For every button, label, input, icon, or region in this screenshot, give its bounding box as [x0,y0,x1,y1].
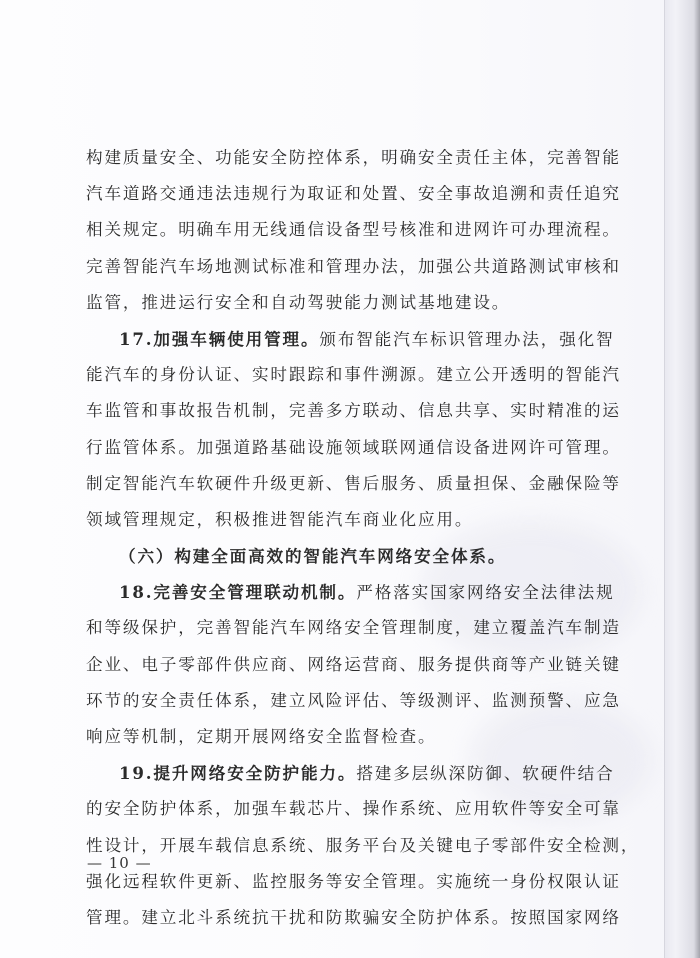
text-line: 行监管体系。加强道路基础设施领域联网通信设备进网许可管理。 [86,437,621,457]
item-title: 加强车辆使用管理。 [153,328,320,349]
paragraph-intro [86,140,621,321]
item-number: 18. [119,582,154,603]
text-line: 强化远程软件更新、监控服务等安全管理。实施统一身份权限认证 [86,871,621,891]
text-line: 汽车道路交通违法违规行为取证和处置、安全事故追溯和责任追究 [86,184,621,204]
item-number: 17. [119,328,154,349]
text-line: 相关规定。明确车用无线通信设备型号核准和进网许可办理流程。 [86,220,621,240]
section-heading: （六）构建全面高效的智能汽车网络安全体系。 [119,546,507,567]
text-line: 领域管理规定，积极推进智能汽车商业化应用。 [86,509,474,529]
paragraph-17 [86,321,621,538]
text-line: 响应等机制，定期开展网络安全监督检查。 [86,727,437,746]
text-line: 监管，推进运行安全和自动驾驶能力测试基地建设。 [86,292,511,312]
page-number: — 10 — [87,854,152,872]
text-line: 完善智能汽车场地测试标准和管理办法，加强公共道路测试审核和 [86,256,621,276]
text-line: 企业、电子零部件供应商、网络运营商、服务提供商等产业链关键 [86,654,621,674]
text-line [86,755,615,791]
text-line: 能汽车的身份认证、实时跟踪和事件溯源。建立公开透明的智能汽 [86,365,621,385]
text-line: 车监管和事故报告机制，完善多方联动、信息共享、实时精准的运 [86,401,621,421]
page-edge [664,0,700,958]
text-line: 构建质量安全、功能安全防控体系，明确安全责任主体，完善智能 [86,148,621,167]
text-line [86,321,615,357]
item-title: 完善安全管理联动机制。 [153,582,357,603]
document-body [86,140,640,936]
paragraph-18 [86,574,621,755]
text-line [86,574,615,610]
text-line: 管理。建立北斗系统抗干扰和防欺骗安全防护体系。按照国家网络 [86,907,621,927]
text-line: 的安全防护体系，加强车载芯片、操作系统、应用软件等安全可靠 [86,799,621,819]
paragraph-19 [86,755,640,936]
item-number: 19. [119,763,154,784]
text-line: 环节的安全责任体系，建立风险评估、等级测评、监测预警、应急 [86,690,621,710]
item-text: 严格落实国家网络安全法律法规 [356,583,615,603]
item-title: 提升网络安全防护能力。 [153,763,357,784]
item-text: 颁布智能汽车标识管理办法，强化智 [319,329,615,349]
section-heading-6 [86,538,592,574]
text-line: 和等级保护，完善智能汽车网络安全管理制度，建立覆盖汽车制造 [86,618,621,638]
text-line: 性设计，开展车载信息系统、服务平台及关键电子零部件安全检测， [86,835,640,855]
text-line: 制定智能汽车软硬件升级更新、售后服务、质量担保、金融保险等 [86,473,621,493]
item-text: 搭建多层纵深防御、软硬件结合 [356,764,615,784]
